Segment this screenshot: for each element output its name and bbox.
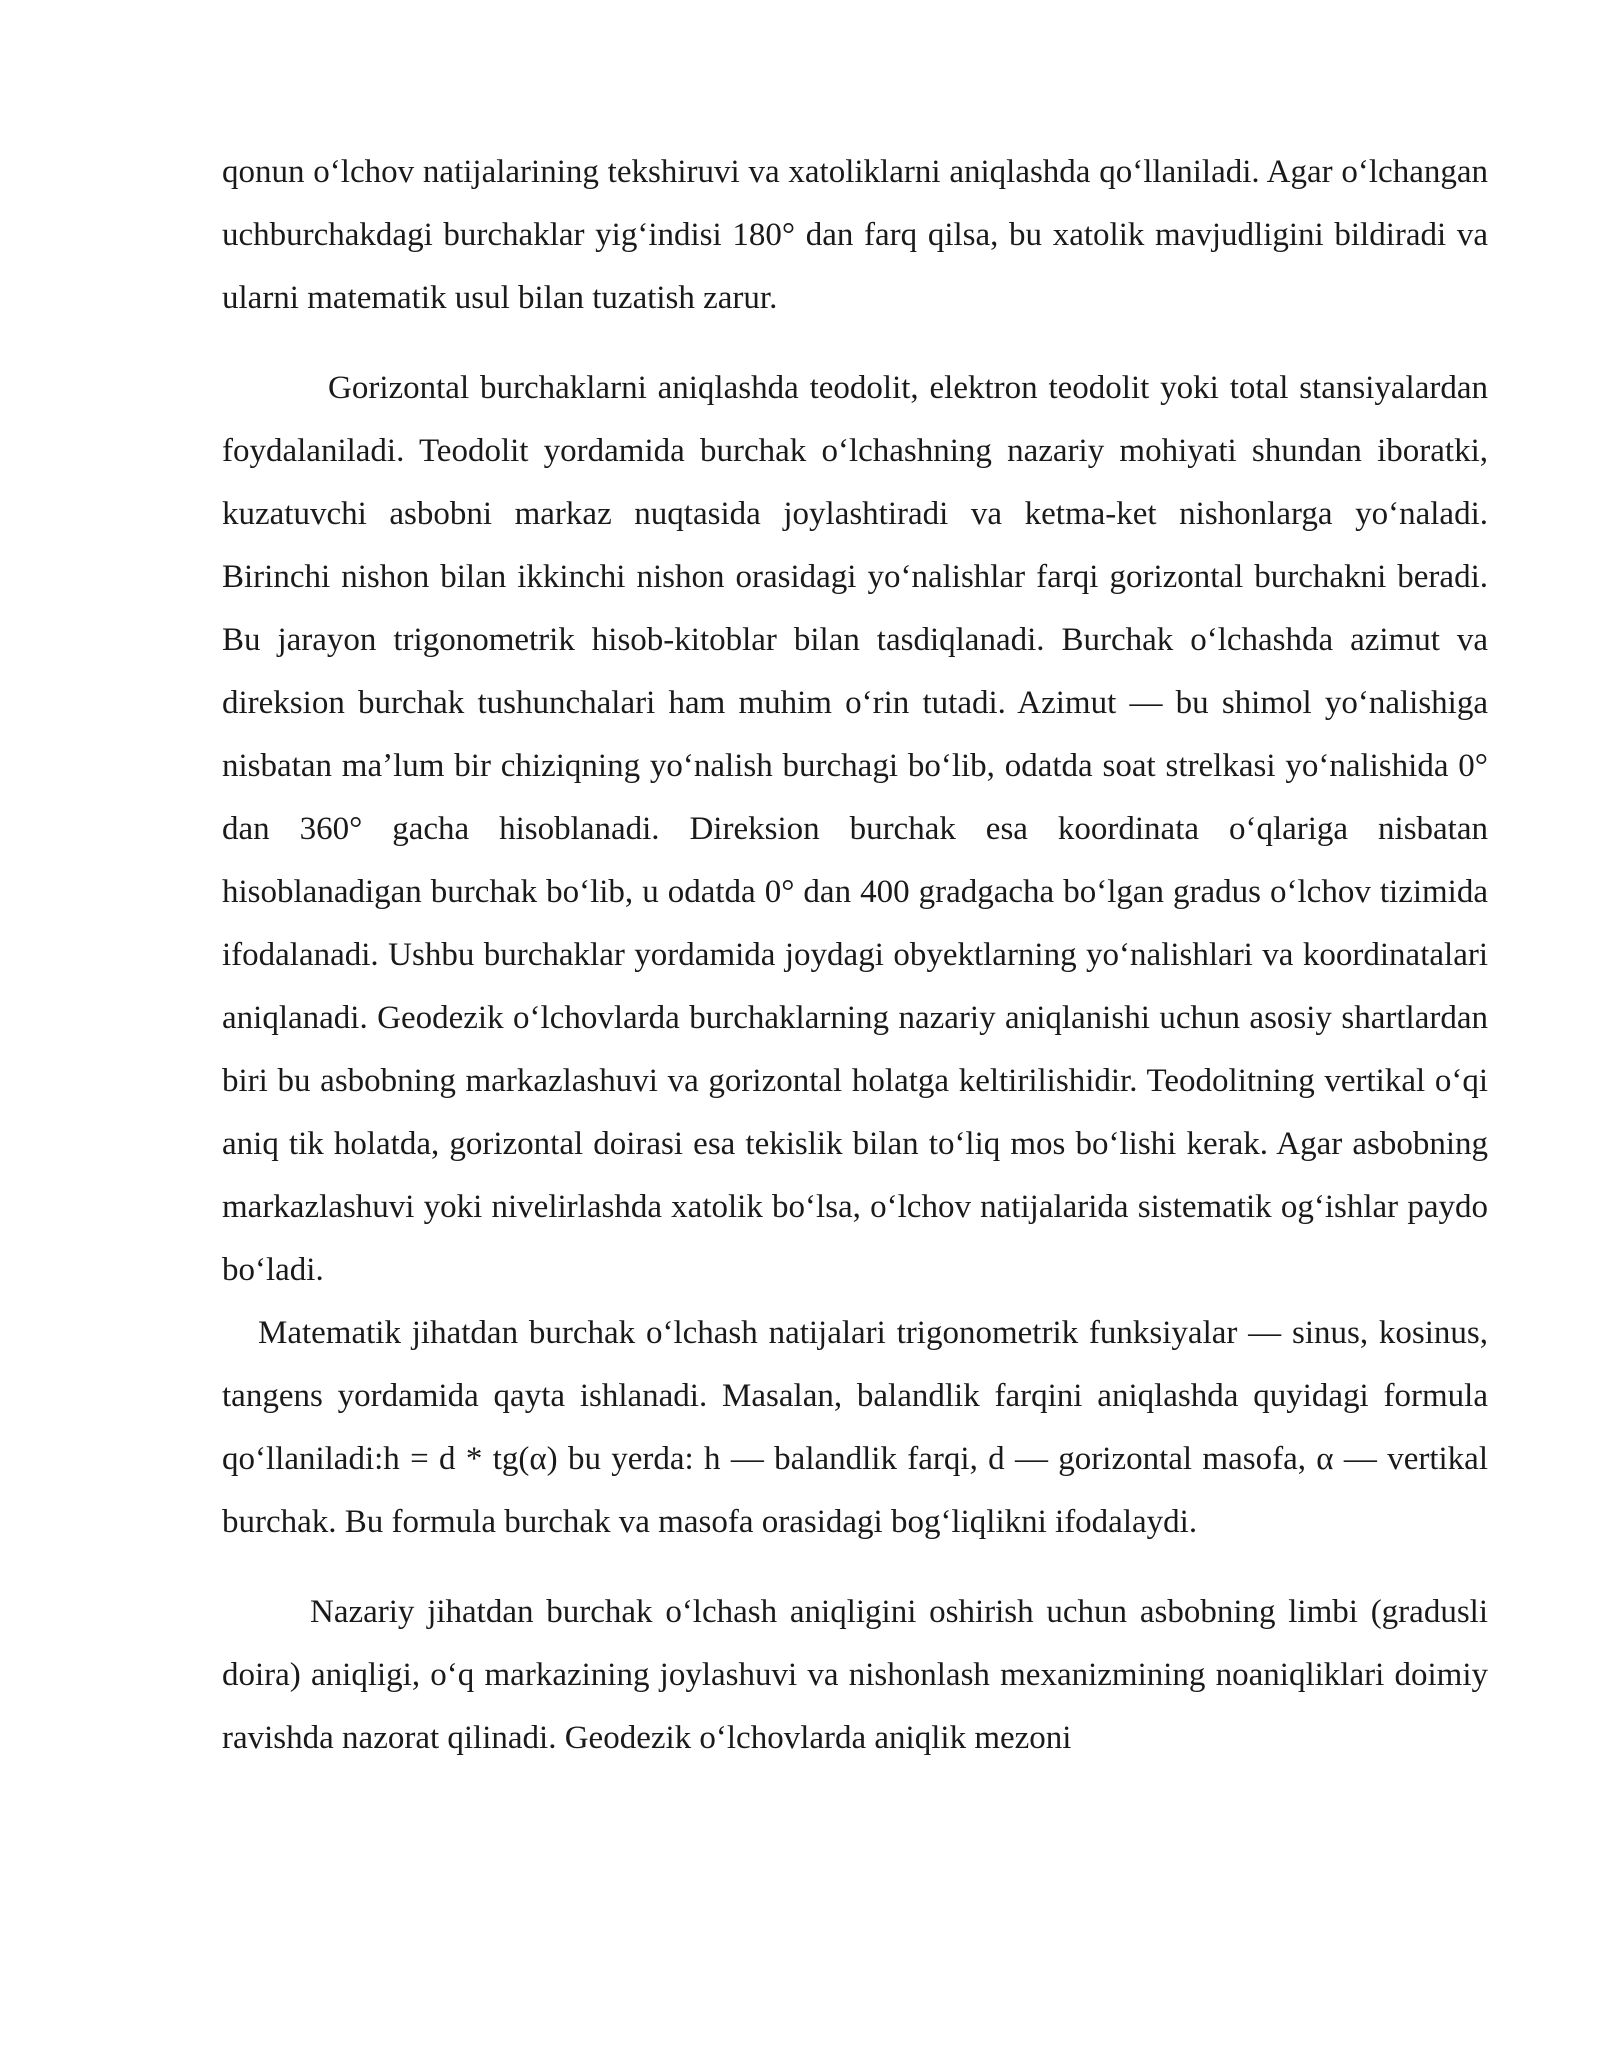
paragraph-trigonometric-functions: Matematik jihatdan burchak oʻlchash natijalari trigonometrik funksiyalar — sinus, kosinus, tangens yordamida qayta ishlanadi. Masalan, balandlik farqini aniqlashda quyidagi formula qoʻllaniladi:h = d * tg(α) bu yerda: h — balandlik farqi, d — gorizontal masofa, α — vertikal burchak. Bu formula burchak va masofa orasidagi bogʻliqlikni ifodalaydi. bbox=[222, 1315, 1488, 1540]
paragraph-horizontal-angles: Gorizontal burchaklarni aniqlashda teodolit, elektron teodolit yoki total stansiyalardan foydalaniladi. Teodolit yordamida burchak oʻlchashning nazariy mohiyati shundan iboratki, kuzatuvchi asbobni markaz nuqtasida joylashtiradi va ketma-ket nishonlarga yoʻnaladi. Birinchi nishon bilan ikkinchi nishon orasidagi yoʻnalishlar farqi gorizontal burchakni beradi. Bu jarayon trigonometrik hisob-kitoblar bilan tasdiqlanadi. Burchak oʻlchashda azimut va direksion burchak tushunchalari ham muhim oʻrin tutadi. Azimut — bu shimol yoʻnalishiga nisbatan maʼlum bir chiziqning yoʻnalish burchagi boʻlib, odatda soat strelkasi yoʻnalishida 0° dan 360° gacha hisoblanadi. Direksion burchak esa koordinata oʻqlariga nisbatan hisoblanadigan burchak boʻlib, u odatda 0° dan 400 gradgacha boʻlgan gradus oʻlchov tizimida ifodalanadi. Ushbu burchaklar yordamida joydagi obyektlarning yoʻnalishlari va koordinatalari aniqlanadi. Geodezik oʻlchovlarda burchaklarning nazariy aniqlanishi uchun asosiy shartlardan biri bu asbobning markazlashuvi va gorizontal holatga keltirilishidir. Teodolitning vertikal oʻqi aniq tik holatda, gorizontal doirasi esa tekislik bilan toʻliq mos boʻlishi kerak. Agar asbobning markazlashuvi yoki nivelirlashda xatolik boʻlsa, oʻlchov natijalarida sistematik ogʻishlar paydo boʻladi. bbox=[222, 370, 1488, 1288]
paragraph-continued-law-check: qonun oʻlchov natijalarining tekshiruvi va xatoliklarni aniqlashda qoʻllaniladi. Agar oʻlchangan uchburchakdagi burchaklar yigʻindisi 180° dan farq qilsa, bu xatolik mavjudligini bildiradi va ularni matematik usul bilan tuzatish zarur. bbox=[222, 154, 1488, 316]
paragraph-accuracy-control: Nazariy jihatdan burchak oʻlchash aniqligini oshirish uchun asbobning limbi (gradusli doira) aniqligi, oʻq markazining joylashuvi va nishonlash mexanizmining noaniqliklari doimiy ravishda nazorat qilinadi. Geodezik oʻlchovlarda aniqlik mezoni bbox=[222, 1594, 1488, 1756]
document-body bbox=[222, 141, 1488, 1770]
